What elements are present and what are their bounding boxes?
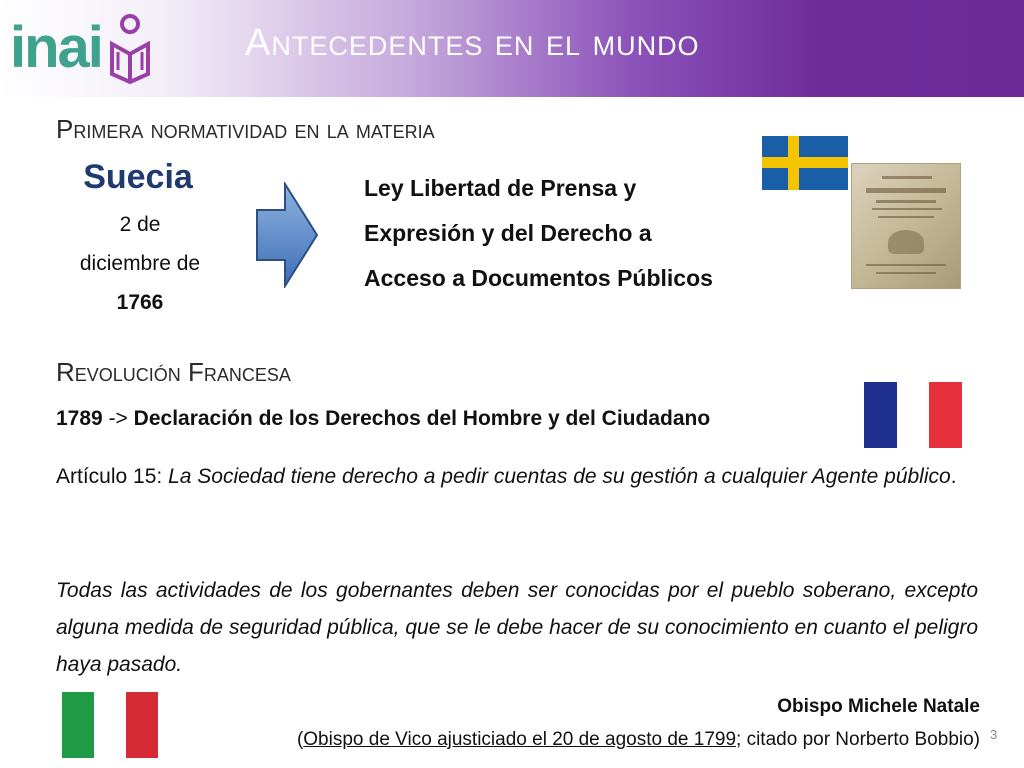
date-line-2: diciembre de (79, 252, 201, 275)
natale-quote: Todas las actividades de los gobernantes deben ser conocidas por el pueblo soberano, excepto alguna medida de seguridad pública, que se le debe hacer de su conocimiento en cuanto el peligro haya pasado. (56, 579, 978, 676)
quote-citation (297, 729, 980, 751)
section-heading-sweden: Primera normatividad en la materia (56, 114, 435, 144)
article-text: La Sociedad tiene derecho a pedir cuentas de su gestión a cualquier Agente público (168, 465, 951, 488)
right-arrow-icon (255, 182, 319, 288)
cite-open: ( (296, 729, 304, 750)
italy-flag (62, 692, 158, 758)
header-band (0, 0, 1024, 97)
historical-document-image (851, 163, 961, 289)
declaration-title: Declaración de los Derechos del Hombre y del Ciudadano (133, 407, 711, 430)
inai-logo: inai (10, 15, 102, 80)
article-label: Artículo 15: (56, 465, 163, 488)
date-line-1: 2 de (119, 213, 161, 236)
date-year: 1766 (116, 291, 164, 314)
section-heading-france: Revolución Francesa (56, 357, 291, 387)
page-number: 3 (990, 727, 998, 742)
france-flag (864, 382, 962, 448)
cite-link[interactable]: Obispo de Vico ajusticiado el 20 de agosto de 1799 (303, 729, 737, 750)
law-line-1: Ley Libertad de Prensa y (364, 175, 637, 201)
declaration-arrow: -> (108, 407, 128, 430)
law-line-2: Expresión y del Derecho a (364, 220, 652, 246)
article-15 (56, 458, 978, 495)
sweden-flag (762, 136, 848, 190)
law-line-3: Acceso a Documentos Públicos (364, 265, 713, 291)
cite-rest: ; citado por Norberto Bobbio) (736, 729, 980, 750)
law-name (364, 166, 713, 301)
declaration-year: 1789 (56, 407, 103, 430)
law-date (52, 205, 228, 322)
declaration-line (56, 407, 710, 431)
quote-author: Obispo Michele Natale (777, 696, 980, 717)
inai-logo-icon (104, 14, 156, 84)
page-title: Antecedentes en el mundo (245, 22, 700, 64)
country-name: Suecia (83, 158, 193, 196)
article-end: . (950, 465, 957, 488)
